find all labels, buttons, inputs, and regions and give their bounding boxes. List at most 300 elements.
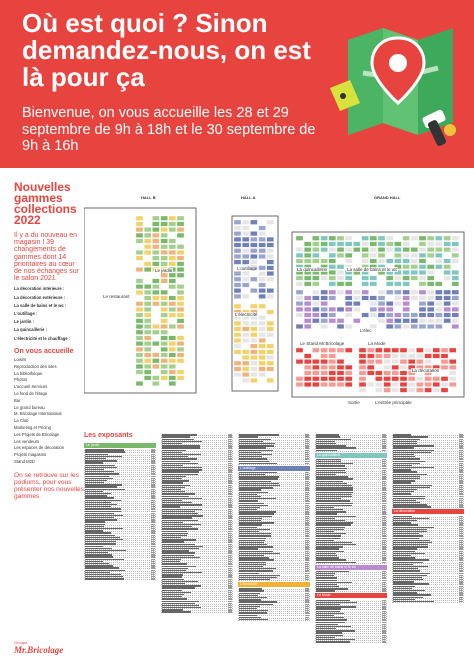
- stand-block: [367, 382, 374, 387]
- stand-block: [394, 276, 401, 281]
- stand-block: [329, 296, 336, 301]
- stand-block: [378, 236, 385, 241]
- stand-block: [234, 231, 241, 236]
- stand-block: [416, 354, 423, 359]
- stand-block: [394, 282, 401, 287]
- stand-block: [144, 267, 151, 272]
- stand-block: [242, 260, 249, 265]
- stand-block: [345, 371, 352, 376]
- stand-block: [312, 276, 319, 281]
- stand-block: [267, 355, 274, 360]
- stand-block: [250, 260, 257, 265]
- stand-block: [267, 344, 274, 349]
- stand-block: [392, 382, 399, 387]
- stand-block: [362, 276, 369, 281]
- stand-block: [312, 296, 319, 301]
- stand-block: [152, 359, 159, 364]
- stand-block: [321, 307, 328, 312]
- hall-b-label: HALL B: [141, 195, 156, 200]
- stand-block: [400, 377, 407, 382]
- stand-block: [234, 249, 241, 254]
- stand-block: [250, 372, 257, 377]
- stand-block: [425, 354, 432, 359]
- stand-block: [250, 338, 257, 343]
- stand-block: [427, 296, 434, 301]
- stand-block: [337, 270, 344, 275]
- stand-block: [411, 313, 418, 318]
- stand-block: [353, 307, 360, 312]
- stand-block: [329, 247, 336, 252]
- stand-block: [403, 270, 410, 275]
- stand-block: [161, 370, 168, 375]
- stand-block: [337, 242, 344, 247]
- stand-block: [312, 290, 319, 295]
- stand-block: [375, 371, 382, 376]
- exhibitors-list: [84, 432, 468, 654]
- stand-block: [452, 296, 459, 301]
- stand-block: [144, 302, 151, 307]
- stand-block: [370, 282, 377, 287]
- stand-block: [419, 247, 426, 252]
- stand-block: [435, 236, 442, 241]
- stand-block: [337, 247, 344, 252]
- stand-block: [169, 336, 176, 341]
- stand-block: [329, 253, 336, 258]
- stand-block: [259, 237, 266, 242]
- stand-block: [161, 216, 168, 221]
- stand-block: [411, 290, 418, 295]
- stand-block: [400, 354, 407, 359]
- stand-block: [411, 276, 418, 281]
- zone-mode: La Mode: [368, 341, 386, 346]
- exhibitor-row: [238, 619, 310, 621]
- stand-block: [386, 319, 393, 324]
- stand-block: [419, 265, 426, 270]
- stand-block: [144, 319, 151, 324]
- stand-block: [136, 359, 143, 364]
- stand-block: [329, 319, 336, 324]
- stand-block: [242, 372, 249, 377]
- stand-block: [177, 290, 184, 295]
- stand-block: [250, 277, 257, 282]
- stand-block: [337, 282, 344, 287]
- exhibitors-title: Les exposants: [84, 432, 133, 439]
- stand-block: [329, 259, 336, 264]
- stand-block: [321, 276, 328, 281]
- stand-block: [425, 382, 432, 387]
- stand-block: [161, 324, 168, 329]
- stand-block: [403, 253, 410, 258]
- stand-block: [435, 282, 442, 287]
- stand-block: [177, 233, 184, 238]
- stand-block: [452, 242, 459, 247]
- stand-block: [304, 354, 311, 359]
- stand-block: [304, 319, 311, 324]
- stand-block: [394, 324, 401, 329]
- stand-block: [441, 365, 448, 370]
- stand-block: [250, 249, 257, 254]
- stand-block: [321, 259, 328, 264]
- stand-block: [296, 301, 303, 306]
- stand-block: [136, 341, 143, 346]
- stand-block: [161, 222, 168, 227]
- stand-block: [267, 271, 274, 276]
- stand-block: [161, 273, 168, 278]
- stand-block: [267, 237, 274, 242]
- sidebar-intro: Il y a du nouveau en magasin ! 39 changements de gammes dont 14 prioritaires au cœur de nos échanges sur le salon 2021: [14, 232, 79, 283]
- stand-block: [169, 296, 176, 301]
- stand-block: [296, 382, 303, 387]
- accueil-item: Les vendeurs: [14, 438, 40, 444]
- stand-block: [367, 359, 374, 364]
- stand-block: [321, 319, 328, 324]
- category-header: Le jardin: [84, 443, 156, 448]
- stand-block: [435, 290, 442, 295]
- stand-block: [441, 388, 448, 393]
- stand-block: [267, 294, 274, 299]
- stand-block: [152, 324, 159, 329]
- stand-block: [392, 371, 399, 376]
- stand-block: [329, 377, 336, 382]
- stand-block: [321, 301, 328, 306]
- stand-block: [435, 313, 442, 318]
- stand-block: [312, 307, 319, 312]
- stand-block: [242, 283, 249, 288]
- stand-block: [392, 377, 399, 382]
- stand-block: [419, 282, 426, 287]
- stand-block: [444, 236, 451, 241]
- stand-block: [267, 243, 274, 248]
- stand-block: [394, 259, 401, 264]
- stand-block: [337, 290, 344, 295]
- stand-block: [304, 242, 311, 247]
- stand-block: [321, 236, 328, 241]
- grand-hall-label: GRAND HALL: [374, 195, 401, 200]
- stand-block: [144, 313, 151, 318]
- stand-block: [267, 288, 274, 293]
- stand-block: [321, 359, 328, 364]
- stand-block: [394, 253, 401, 258]
- stand-block: [435, 319, 442, 324]
- stand-block: [250, 304, 257, 309]
- stand-block: [345, 259, 352, 264]
- stand-block: [378, 259, 385, 264]
- stand-block: [386, 236, 393, 241]
- stand-block: [136, 324, 143, 329]
- stand-block: [329, 236, 336, 241]
- stand-block: [267, 260, 274, 265]
- stand-block: [449, 365, 456, 370]
- stand-block: [144, 284, 151, 289]
- stand-block: [304, 247, 311, 252]
- stand-block: [267, 378, 274, 383]
- stand-block: [384, 354, 391, 359]
- section-title: La décoration extérieure :: [14, 294, 66, 300]
- stand-block: [337, 365, 344, 370]
- stand-block: [144, 239, 151, 244]
- stand-block: [353, 296, 360, 301]
- stand-block: [378, 242, 385, 247]
- stand-block: [169, 353, 176, 358]
- stand-block: [161, 307, 168, 312]
- brand-name: Mr.Bricolage: [14, 645, 64, 655]
- section-title: L'outillage :: [14, 311, 38, 317]
- stand-block: [234, 243, 241, 248]
- header-banner: [0, 0, 474, 168]
- stand-block: [444, 270, 451, 275]
- stand-block: [321, 365, 328, 370]
- main-entrance-label: L'entrée principale: [375, 400, 412, 405]
- stand-block: [152, 227, 159, 232]
- exhibitor-column: [161, 434, 233, 656]
- stand-block: [267, 254, 274, 259]
- stand-block: [312, 259, 319, 264]
- stand-block: [169, 227, 176, 232]
- stand-block: [416, 377, 423, 382]
- exhibitor-column: [238, 434, 310, 656]
- stand-block: [136, 222, 143, 227]
- stand-block: [452, 282, 459, 287]
- stand-block: [234, 372, 241, 377]
- stand-block: [408, 388, 415, 393]
- stand-block: [250, 321, 257, 326]
- stand-block: [177, 262, 184, 267]
- sidebar: [14, 182, 84, 654]
- accueil-item: Marketing et Pricing: [14, 425, 52, 431]
- stand-block: [136, 364, 143, 369]
- stand-block: [136, 336, 143, 341]
- stand-block: [419, 290, 426, 295]
- stand-block: [267, 367, 274, 372]
- stand-block: [362, 282, 369, 287]
- stand-block: [427, 247, 434, 252]
- stand-block: [427, 282, 434, 287]
- stand-block: [408, 359, 415, 364]
- stand-block: [169, 245, 176, 250]
- stand-block: [370, 301, 377, 306]
- accueil-item: Bar: [14, 397, 21, 403]
- stand-block: [452, 290, 459, 295]
- section-title: L'électricité et le chauffage :: [14, 335, 71, 341]
- stand-block: [329, 382, 336, 387]
- accueil-item: Le fond de l'étage: [14, 391, 48, 397]
- stand-block: [378, 290, 385, 295]
- stand-block: [177, 256, 184, 261]
- stand-block: [169, 279, 176, 284]
- accueil-item: La bibliothèque: [14, 370, 43, 376]
- stand-block: [392, 365, 399, 370]
- stand-block: [337, 253, 344, 258]
- stand-block: [136, 302, 143, 307]
- stand-block: [136, 279, 143, 284]
- stand-block: [161, 256, 168, 261]
- stand-block: [392, 359, 399, 364]
- stand-block: [169, 370, 176, 375]
- stand-block: [161, 290, 168, 295]
- stand-block: [177, 250, 184, 255]
- stand-block: [375, 382, 382, 387]
- stand-block: [408, 348, 415, 353]
- stand-block: [444, 307, 451, 312]
- stand-block: [427, 242, 434, 247]
- stand-block: [362, 290, 369, 295]
- stand-block: [304, 382, 311, 387]
- stand-block: [296, 282, 303, 287]
- exhibitor-row: [392, 601, 464, 603]
- stand-block: [444, 319, 451, 324]
- stand-block: [177, 245, 184, 250]
- stand-block: [152, 239, 159, 244]
- stand-block: [312, 371, 319, 376]
- stand-block: [242, 321, 249, 326]
- stand-block: [337, 359, 344, 364]
- stand-block: [267, 361, 274, 366]
- stand-block: [444, 259, 451, 264]
- accueil-item: M. Bricolage International: [14, 411, 62, 417]
- stand-block: [296, 290, 303, 295]
- accueil-item: Photos: [14, 377, 28, 383]
- stand-block: [259, 266, 266, 271]
- stand-block: [435, 259, 442, 264]
- stand-block: [250, 254, 257, 259]
- stand-block: [312, 319, 319, 324]
- brand-group: Groupe: [14, 640, 28, 645]
- stand-block: [250, 350, 257, 355]
- stand-block: [177, 222, 184, 227]
- stand-block: [433, 348, 440, 353]
- stand-block: [136, 216, 143, 221]
- stand-block: [345, 324, 352, 329]
- stand-block: [441, 359, 448, 364]
- stand-block: [161, 359, 168, 364]
- stand-block: [296, 247, 303, 252]
- stand-block: [329, 348, 336, 353]
- stand-block: [234, 361, 241, 366]
- stand-block: [144, 341, 151, 346]
- stand-block: [345, 276, 352, 281]
- stand-block: [408, 354, 415, 359]
- stand-block: [177, 324, 184, 329]
- page-title: Où est quoi ? Sinon demandez-nous, on est là pour ça: [22, 8, 311, 92]
- stand-block: [386, 290, 393, 295]
- exhibitor-row: [161, 611, 233, 613]
- stand-block: [177, 370, 184, 375]
- stand-block: [435, 242, 442, 247]
- stand-block: [144, 364, 151, 369]
- stand-block: [419, 296, 426, 301]
- stand-block: [370, 242, 377, 247]
- stand-block: [329, 265, 336, 270]
- exhibitor-name-placeholder: [162, 611, 191, 612]
- stand-block: [259, 321, 266, 326]
- stand-block: [144, 353, 151, 358]
- stand-block: [419, 301, 426, 306]
- stand-block: [392, 388, 399, 393]
- stand-block: [242, 237, 249, 242]
- stand-block: [259, 294, 266, 299]
- stand-block: [403, 282, 410, 287]
- stand-block: [296, 259, 303, 264]
- stand-block: [234, 344, 241, 349]
- sidebar-heading: Nouvelles gammes collections 2022: [14, 180, 77, 227]
- zone-restaurant: Le restaurant: [103, 294, 130, 299]
- stand-block: [337, 276, 344, 281]
- stand-block: [267, 327, 274, 332]
- stand-block: [419, 242, 426, 247]
- stand-block: [353, 319, 360, 324]
- stand-block: [304, 276, 311, 281]
- stand-block: [394, 296, 401, 301]
- stand-block: [435, 324, 442, 329]
- stand-block: [452, 236, 459, 241]
- stand-block: [250, 327, 257, 332]
- stand-block: [304, 359, 311, 364]
- stand-block: [452, 319, 459, 324]
- stand-block: [144, 359, 151, 364]
- exhibitor-row: [315, 590, 387, 592]
- stand-block: [144, 376, 151, 381]
- stand-block: [136, 267, 143, 272]
- stand-block: [242, 294, 249, 299]
- stand-block: [234, 254, 241, 259]
- stand-block: [177, 313, 184, 318]
- stand-block: [177, 336, 184, 341]
- stand-block: [312, 359, 319, 364]
- stand-block: [403, 313, 410, 318]
- stand-block: [144, 307, 151, 312]
- stand-block: [161, 364, 168, 369]
- stand-block: [152, 284, 159, 289]
- stand-block: [394, 242, 401, 247]
- stand-block: [169, 313, 176, 318]
- stand-block: [329, 270, 336, 275]
- stand-block: [304, 296, 311, 301]
- stand-block: [359, 382, 366, 387]
- stand-block: [329, 282, 336, 287]
- stand-block: [136, 330, 143, 335]
- stand-block: [345, 296, 352, 301]
- stand-block: [362, 247, 369, 252]
- zone-quincaillerie: La quincaillerie: [297, 267, 328, 272]
- stand-block: [427, 319, 434, 324]
- stand-block: [242, 361, 249, 366]
- stand-block: [411, 324, 418, 329]
- stand-block: [144, 347, 151, 352]
- exhibitor-row: [238, 579, 310, 581]
- stand-block: [161, 296, 168, 301]
- stand-block: [296, 313, 303, 318]
- stand-block: [362, 253, 369, 258]
- stand-block: [359, 354, 366, 359]
- stand-block: [242, 271, 249, 276]
- stand-block: [259, 277, 266, 282]
- stand-block: [403, 259, 410, 264]
- stand-block: [321, 382, 328, 387]
- stand-block: [296, 253, 303, 258]
- stand-block: [403, 319, 410, 324]
- stand-block: [353, 247, 360, 252]
- stand-block: [419, 276, 426, 281]
- stand-block: [242, 243, 249, 248]
- stand-block: [416, 388, 423, 393]
- stand-block: [378, 313, 385, 318]
- stand-block: [161, 227, 168, 232]
- stand-block: [259, 338, 266, 343]
- hall-a-label: HALL A: [241, 195, 256, 200]
- stand-block: [403, 276, 410, 281]
- stand-block: [337, 307, 344, 312]
- stand-block: [337, 319, 344, 324]
